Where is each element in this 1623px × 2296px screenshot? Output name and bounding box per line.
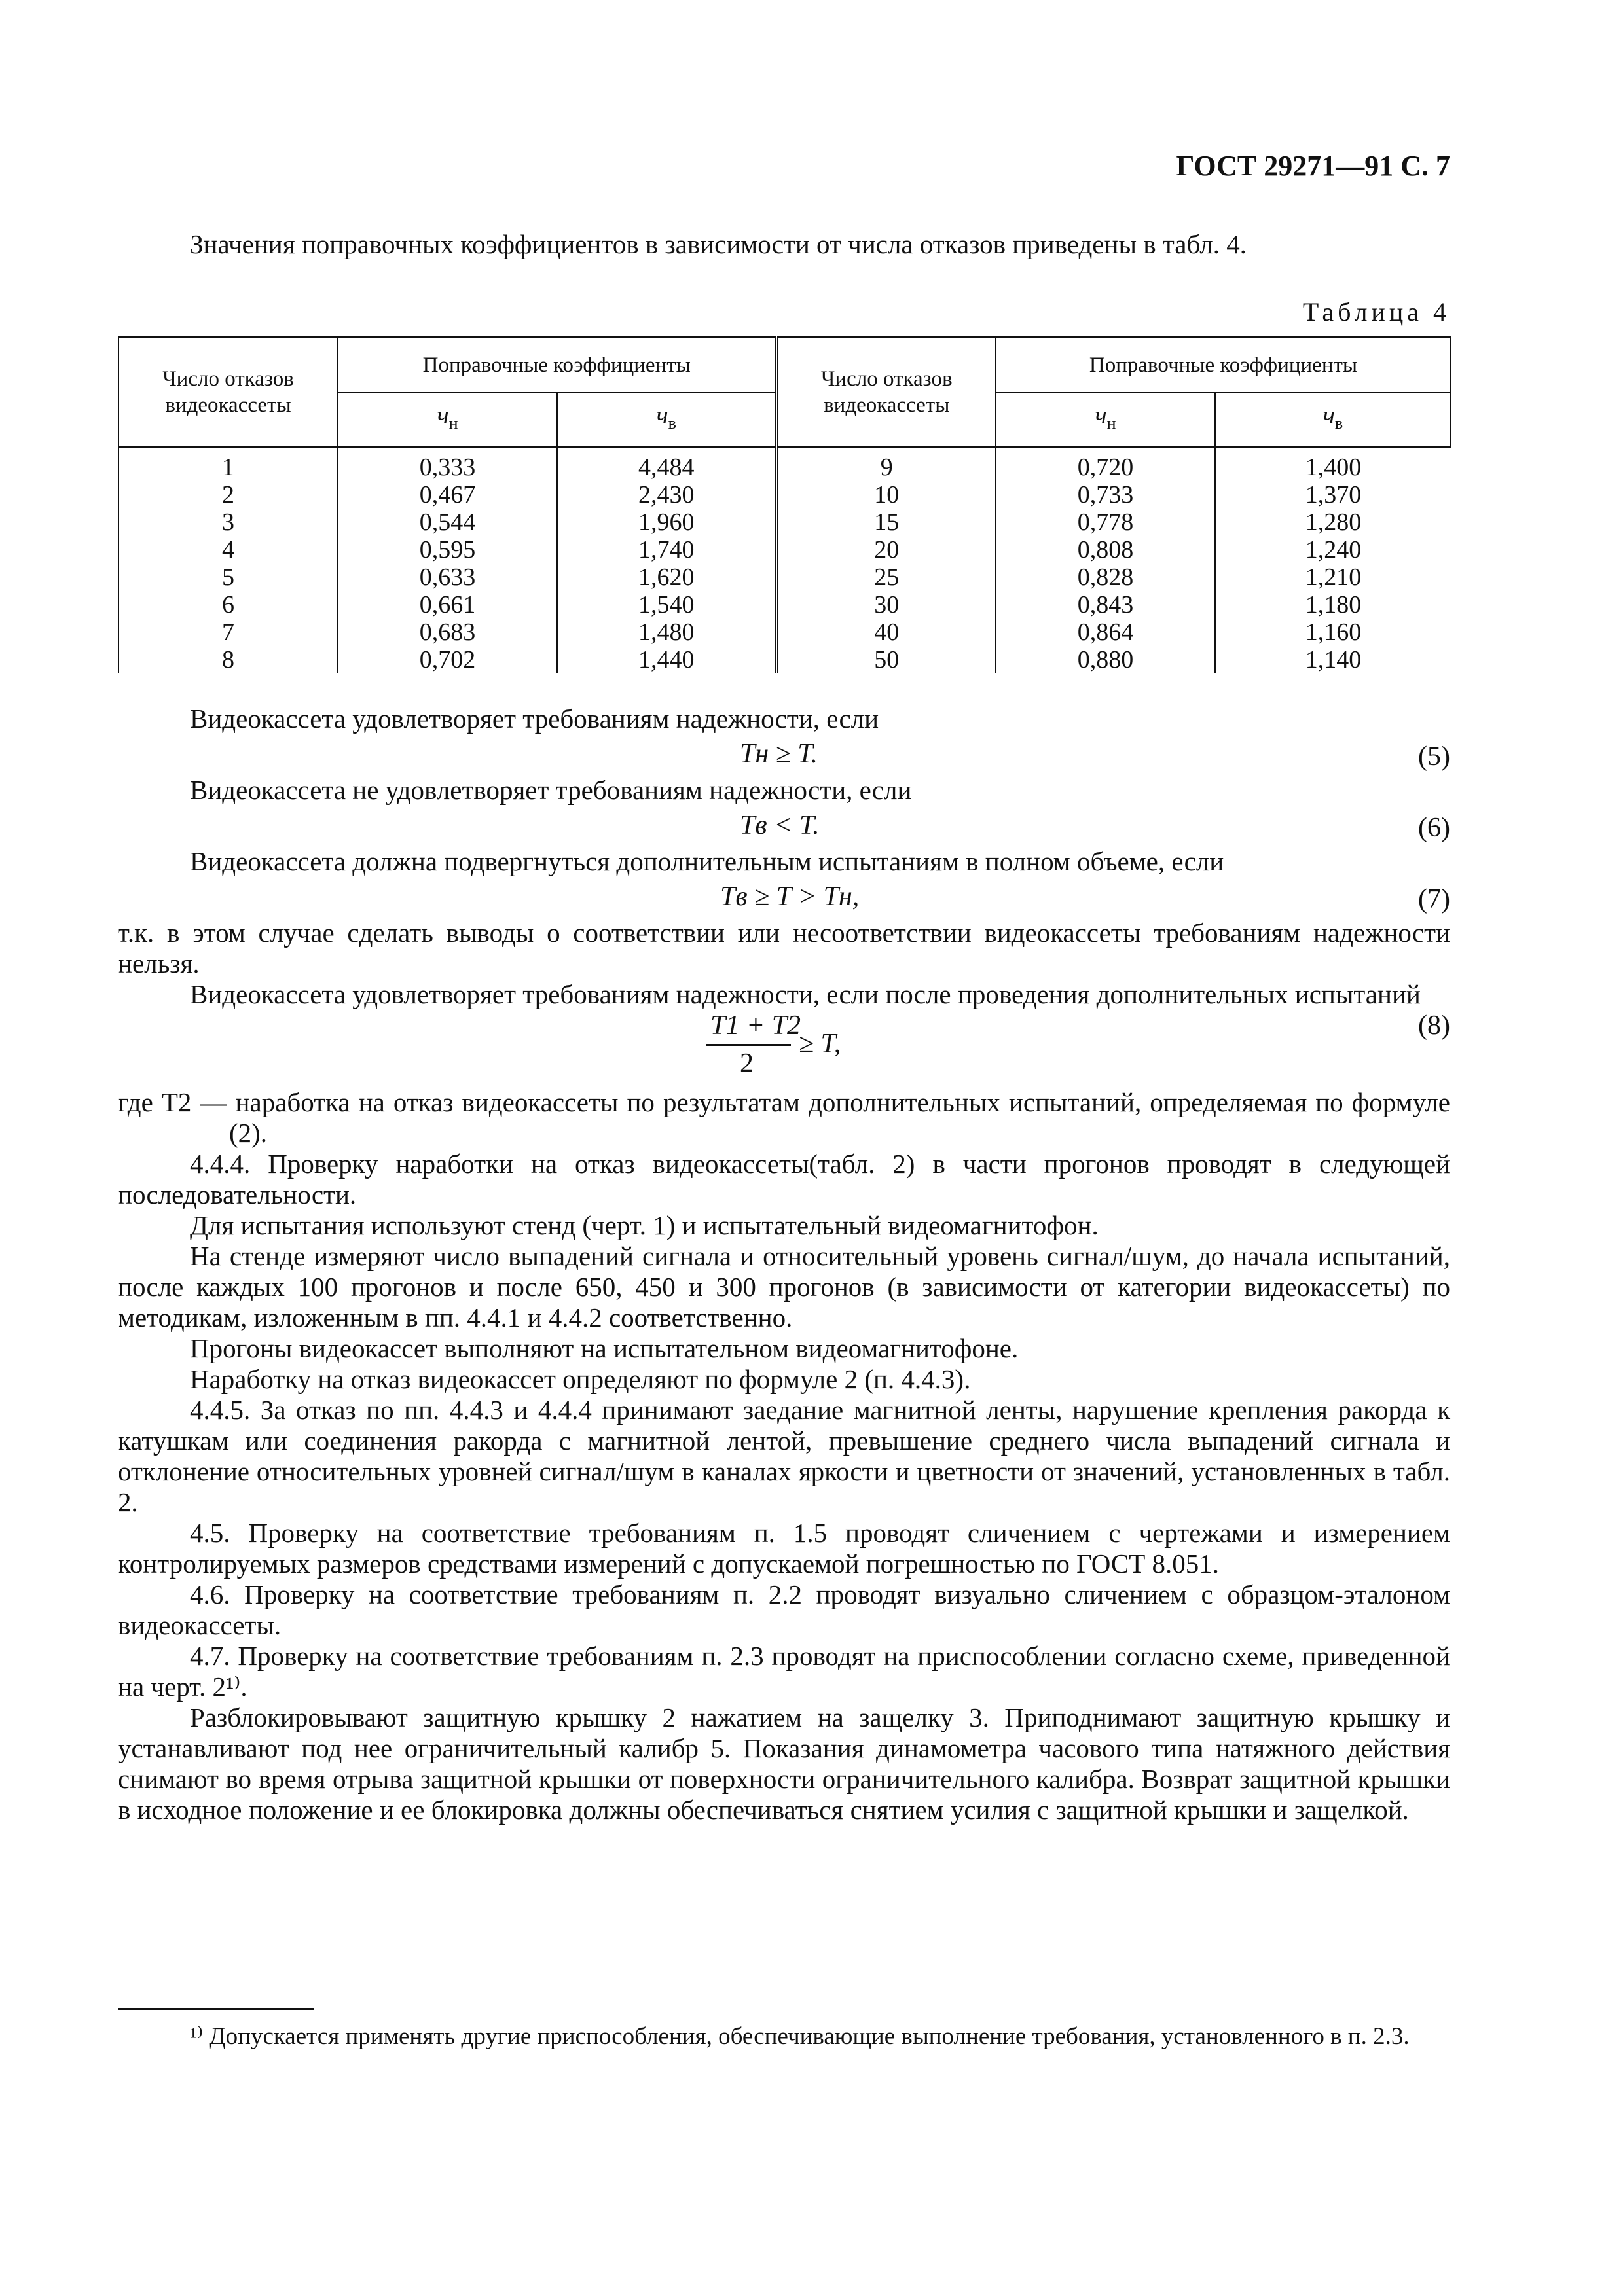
formula-5	[118, 734, 1450, 775]
paragraph: Разблокировывают защитную крышку 2 нажатием на защелку 3. Приподнимают защитную крышку и устанавливают под нее ограничительный калибр 5. Показания динамометра часового типа натяжного действия снимают во время отрыва защитной крышки от поверхности ограничительного калибра. Возврат защитной крышки в исходное положение и ее блокировка должны обеспечиваться снятием усилия с защитной крышки и защелкой.	[118, 1702, 1450, 1825]
paragraph: 4.4.5. За отказ по пп. 4.4.3 и 4.4.4 принимают заедание магнитной ленты, нарушение крепления ракорда к катушкам или соединения ракорда с магнитной лентой, превышение среднего числа выпадений сигнала и отклонение относительных уровней сигнал/шум в каналах яркости и цветности от значений, установленных в табл. 2.	[118, 1395, 1450, 1517]
fraction-denominator: 2	[740, 1049, 754, 1079]
paragraph: 4.5. Проверку на соответствие требованиям п. 1.5 проводят сличением с чертежами и измерением контролируемых размеров средствами измерений с допускаемой погрешностью по ГОСТ 8.051.	[118, 1518, 1450, 1579]
paragraph: 4.7. Проверку на соответствие требованиям п. 2.3 проводят на приспособлении согласно схеме, приведенной на черт. 2¹⁾.	[118, 1641, 1450, 1702]
paragraph: 4.6. Проверку на соответствие требованиям п. 2.2 проводят визуально сличением с образцом-эталоном видеокассеты.	[118, 1579, 1450, 1640]
paragraph: Для испытания используют стенд (черт. 1) и испытательный видеомагнитофон.	[190, 1210, 1099, 1240]
formula-expression: Tв < T.	[740, 810, 820, 840]
footnote: ¹⁾ Допускается применять другие приспособления, обеспечивающие выполнение требования, установленного в п. 2.3.	[190, 2023, 1410, 2050]
formula-7	[118, 877, 1450, 918]
header-ch-v-left: $ч_в$	[557, 393, 776, 447]
fraction-bar	[706, 1044, 791, 1046]
paragraph: На стенде измеряют число выпадений сигнала и относительный уровень сигнал/шум, до начала испытаний, после каждых 100 прогонов и после 650, 450 и 300 прогонов (в зависимости от категории видеокассеты) по методикам, изложенным в пп. 4.4.1 и 4.4.2 соответственно.	[118, 1241, 1450, 1333]
header-coeffs-right: Поправочные коэффициенты	[996, 337, 1451, 393]
formula-number: (8)	[1418, 1011, 1450, 1041]
formula-number: (7)	[1418, 884, 1450, 914]
page-header: ГОСТ 29271—91 С. 7	[1176, 150, 1450, 182]
fraction-numerator: T1 + T2	[710, 1011, 801, 1041]
body-text	[118, 704, 1450, 1825]
formula-expression: Tн ≥ T.	[740, 739, 818, 769]
cell-failures-left: 1 2 3 4 5 6 7 8	[119, 447, 338, 673]
table-caption: Таблица 4	[1302, 297, 1450, 327]
header-coeffs-left: Поправочные коэффициенты	[338, 337, 776, 393]
correction-coefficients-table	[118, 336, 1451, 673]
cell-cv-right: 1,400 1,370 1,280 1,240 1,210 1,180 1,160 1,140	[1215, 447, 1451, 673]
header-failures-left: Число отказов видеокассеты	[119, 337, 338, 447]
paragraph: Наработку на отказ видеокассет определяют по формуле 2 (п. 4.4.3).	[190, 1364, 971, 1394]
formula-6	[118, 806, 1450, 846]
formula-8	[118, 1010, 1450, 1087]
where-definition: где T2 — наработка на отказ видеокассеты по результатам дополнительных испытаний, определяемая по формуле (2).	[118, 1087, 1450, 1148]
cell-failures-right: 9 10 15 20 25 30 40 50	[776, 447, 996, 673]
paragraph: Видеокассета удовлетворяет требованиям надежности, если после проведения дополнительных испытаний	[190, 979, 1421, 1009]
cell-cn-left: 0,333 0,467 0,544 0,595 0,633 0,661 0,683 0,702	[338, 447, 557, 673]
cell-cv-left: 4,484 2,430 1,960 1,740 1,620 1,540 1,480 1,440	[557, 447, 776, 673]
header-ch-n-right: $ч_н$	[996, 393, 1215, 447]
formula-rest: ≥ T,	[799, 1029, 841, 1059]
cell-cn-right: 0,720 0,733 0,778 0,808 0,828 0,843 0,864 0,880	[996, 447, 1215, 673]
formula-number: (5)	[1418, 742, 1450, 772]
header-ch-v-right: $ч_в$	[1215, 393, 1451, 447]
intro-paragraph: Значения поправочных коэффициентов в зависимости от числа отказов приведены в табл. 4.	[190, 229, 1247, 259]
paragraph: Видеокассета не удовлетворяет требованиям надежности, если	[190, 775, 912, 805]
paragraph: Видеокассета удовлетворяет требованиям надежности, если	[190, 704, 879, 734]
formula-expression: Tв ≥ T > Tн,	[720, 882, 860, 912]
table-row	[119, 447, 1451, 673]
header-ch-n-left: $ч_н$	[338, 393, 557, 447]
paragraph: т.к. в этом случае сделать выводы о соответствии или несоответствии видеокассеты требованиям надежности нельзя.	[118, 918, 1450, 978]
paragraph: 4.4.4. Проверку наработки на отказ видеокассеты(табл. 2) в части прогонов проводят в следующей последовательности.	[118, 1149, 1450, 1210]
formula-number: (6)	[1418, 813, 1450, 843]
paragraph: Видеокассета должна подвергнуться дополнительным испытаниям в полном объеме, если	[190, 846, 1224, 876]
footnote-divider	[118, 2008, 314, 2010]
paragraph: Прогоны видеокассет выполняют на испытательном видеомагнитофоне.	[190, 1333, 1019, 1363]
header-failures-right: Число отказов видеокассеты	[776, 337, 996, 447]
